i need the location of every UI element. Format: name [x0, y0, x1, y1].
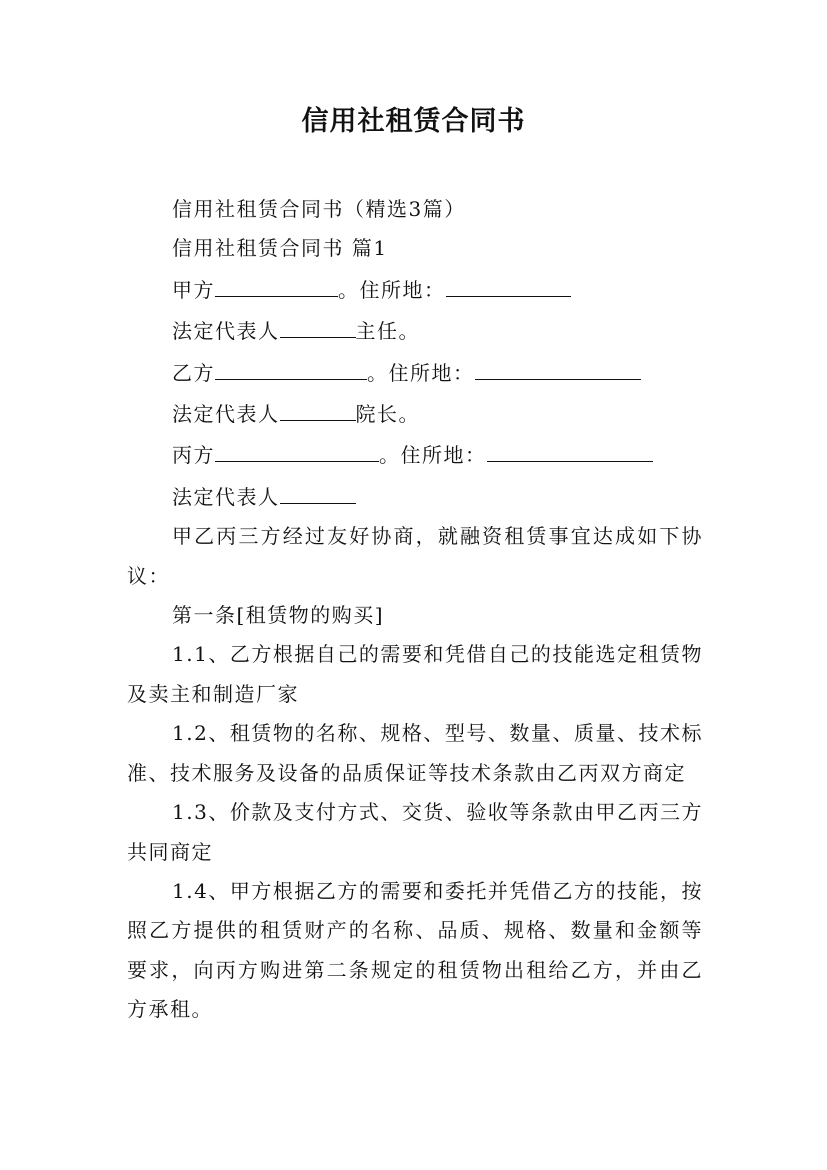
party-b-name-blank[interactable] — [215, 352, 367, 380]
rep-b-label: 法定代表人 — [172, 402, 280, 427]
party-c-address-blank[interactable] — [487, 434, 653, 462]
rep-c-blank[interactable] — [280, 476, 356, 504]
rep-b-line — [127, 393, 703, 434]
party-c-label: 丙方 — [172, 443, 215, 468]
document-body — [127, 190, 703, 1030]
party-a-address-blank[interactable] — [446, 269, 571, 297]
section-heading: 信用社租赁合同书 篇1 — [172, 236, 388, 261]
article-1-heading: 第一条[租赁物的购买] — [172, 603, 385, 628]
party-c-address-label: 。住所地： — [379, 443, 487, 468]
clause-1-3: 1.3、价款及支付方式、交货、验收等条款由甲乙丙三方共同商定 — [127, 800, 703, 864]
clause-1-4: 1.4、甲方根据乙方的需要和委托并凭借乙方的技能，按照乙方提供的租赁财产的名称、品质、规格、数量和金额等要求，向丙方购进第二条规定的租赁物出租给乙方，并由乙方承租。 — [127, 878, 703, 1022]
party-b-label: 乙方 — [172, 360, 215, 385]
document-subtitle: 信用社租赁合同书（精选3篇） — [172, 197, 466, 221]
party-c-line — [127, 434, 703, 475]
rep-a-label: 法定代表人 — [172, 319, 280, 344]
intro-paragraph: 甲乙丙三方经过友好协商，就融资租赁事宜达成如下协议： — [127, 524, 703, 588]
clause-1-2: 1.2、租赁物的名称、规格、型号、数量、质量、技术标准、技术服务及设备的品质保证等技术条款由乙丙双方商定 — [127, 721, 703, 785]
clause-1-1: 1.1、乙方根据自己的需要和凭借自己的技能选定租赁物及卖主和制造厂家 — [127, 642, 703, 706]
document-title: 信用社租赁合同书 — [301, 106, 526, 137]
party-a-name-blank[interactable] — [215, 269, 338, 297]
rep-b-suffix: 院长。 — [355, 402, 420, 427]
rep-c-line — [127, 476, 703, 517]
party-a-address-label: 。住所地： — [338, 277, 446, 302]
party-c-name-blank[interactable] — [215, 434, 379, 462]
party-b-line — [127, 352, 703, 393]
rep-b-blank[interactable] — [280, 393, 356, 421]
rep-c-label: 法定代表人 — [172, 484, 280, 509]
party-b-address-label: 。住所地： — [367, 360, 475, 385]
rep-a-line — [127, 310, 703, 351]
rep-a-suffix: 主任。 — [355, 319, 420, 344]
party-b-address-blank[interactable] — [475, 352, 641, 380]
rep-a-blank[interactable] — [280, 310, 356, 338]
party-a-line — [127, 269, 703, 310]
party-a-label: 甲方 — [172, 277, 215, 302]
